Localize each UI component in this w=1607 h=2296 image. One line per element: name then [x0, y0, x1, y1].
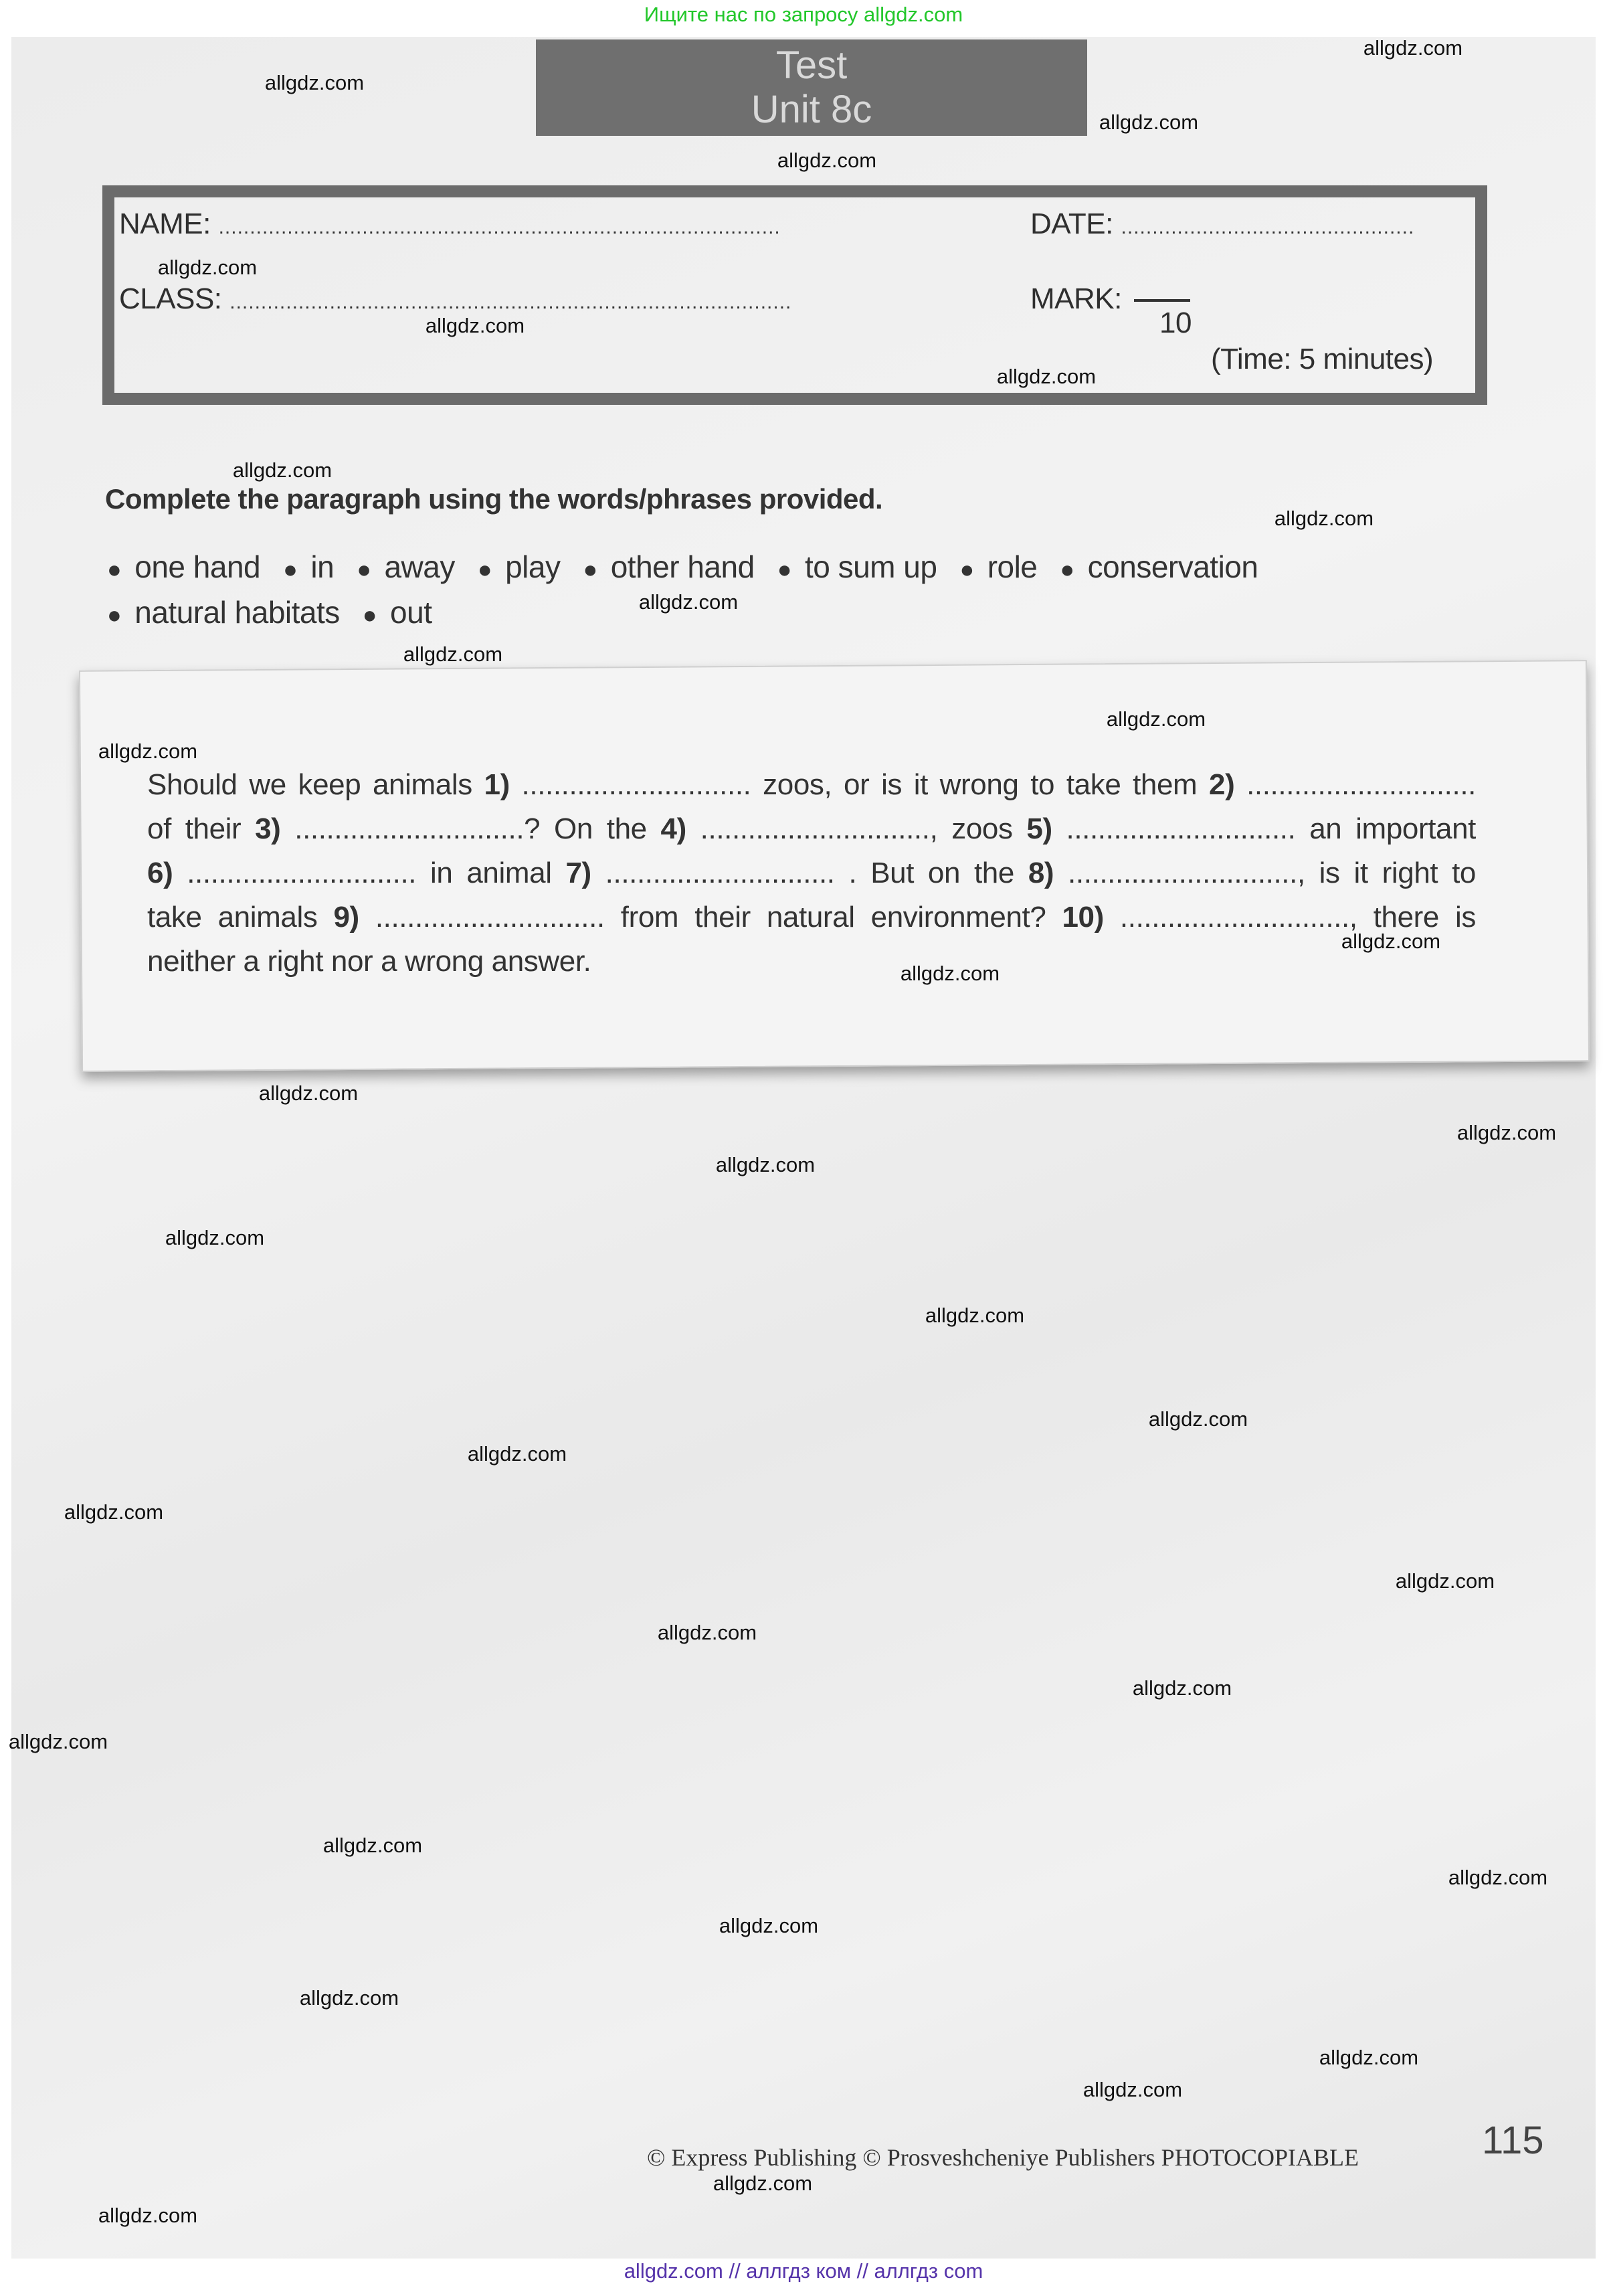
word-bank-item: other hand	[610, 549, 755, 584]
word-bank-item: one hand	[134, 549, 261, 584]
watermark-text: allgdz.com	[713, 2172, 813, 2195]
watermark-text: allgdz.com	[1082, 2078, 1183, 2101]
bullet-icon: ●	[357, 555, 371, 583]
watermark-text: allgdz.com	[98, 2204, 198, 2227]
watermark-text: allgdz.com	[1363, 36, 1463, 60]
watermark-text: allgdz.com	[996, 365, 1097, 388]
watermark-text: allgdz.com	[657, 1621, 757, 1644]
word-bank-row-1	[107, 549, 1281, 585]
watermark-text: allgdz.com	[638, 590, 739, 614]
watermark-text: allgdz.com	[258, 1081, 359, 1105]
watermark-text: allgdz.com	[1274, 507, 1374, 530]
mark-label: MARK:	[1030, 282, 1122, 315]
date-field	[1030, 207, 1414, 241]
paragraph-line	[147, 895, 1476, 940]
name-dots: ..........................................................................................	[218, 216, 781, 238]
watermark-text: allgdz.com	[715, 1153, 816, 1176]
word-bank-item: in	[310, 549, 335, 584]
watermark-text: allgdz.com	[1106, 707, 1206, 731]
copyright-notice: © Express Publishing © Prosveshcheniye Publishers PHOTOCOPIABLE	[647, 2144, 1359, 2171]
watermark-text: allgdz.com	[157, 256, 258, 279]
name-field	[119, 207, 781, 241]
class-field	[119, 282, 791, 316]
watermark-text: allgdz.com	[719, 1914, 819, 1937]
watermark-text: allgdz.com	[1456, 1121, 1557, 1144]
watermark-text: allgdz.com	[1448, 1866, 1548, 1889]
word-bank-item: role	[987, 549, 1038, 584]
word-bank-item: away	[384, 549, 455, 584]
word-bank-item: play	[505, 549, 561, 584]
watermark-text: allgdz.com	[232, 458, 333, 482]
bullet-icon: ●	[283, 555, 298, 583]
word-bank-item: out	[390, 595, 432, 630]
page-number: 115	[1482, 2119, 1544, 2162]
bullet-icon: ●	[583, 555, 597, 583]
gap-number: 2)	[1209, 768, 1235, 801]
gap-number: 8)	[1028, 857, 1054, 889]
top-banner-link[interactable]: Ищите нас по запросу allgdz.com	[644, 3, 963, 26]
bullet-icon: ●	[107, 601, 122, 628]
gap-number: 5)	[1026, 812, 1052, 845]
word-bank-item: natural habitats	[134, 595, 340, 630]
watermark-text: allgdz.com	[165, 1226, 265, 1249]
watermark-text: allgdz.com	[467, 1442, 567, 1466]
bullet-icon: ●	[1060, 555, 1074, 583]
bullet-icon: ●	[362, 601, 377, 628]
paragraph-line	[147, 763, 1476, 807]
title-unit: Unit 8c	[751, 88, 872, 131]
gap-number: 6)	[147, 857, 173, 889]
paragraph-text: take animals	[147, 901, 334, 934]
watermark-text: allgdz.com	[1341, 930, 1441, 953]
watermark-text: allgdz.com	[1132, 1676, 1232, 1700]
bullet-icon: ●	[959, 555, 974, 583]
watermark-text: allgdz.com	[1148, 1407, 1248, 1431]
paragraph-text: Should we keep animals	[147, 768, 484, 801]
paragraph-line	[147, 851, 1476, 895]
paragraph-text: ............................. from their natural environment?	[359, 901, 1062, 934]
gap-number: 4)	[660, 812, 686, 845]
paragraph-line	[147, 807, 1476, 851]
class-label: CLASS:	[119, 282, 222, 315]
gap-number: 3)	[255, 812, 281, 845]
paragraph-text: ............................. an important	[1052, 812, 1476, 845]
mark-line	[1134, 299, 1190, 302]
bullet-icon: ●	[107, 555, 122, 583]
watermark-text: allgdz.com	[900, 962, 1000, 985]
gap-number: 10)	[1062, 901, 1104, 934]
watermark-text: allgdz.com	[925, 1304, 1025, 1327]
gap-number: 1)	[484, 768, 510, 801]
paragraph-text: ............................., zoos	[686, 812, 1027, 845]
class-dots: ..........................................................................................	[229, 291, 792, 313]
bullet-icon: ●	[777, 555, 791, 583]
paragraph-text: ............................., there is	[1103, 901, 1477, 934]
gap-number: 9)	[333, 901, 359, 934]
instruction-heading: Complete the paragraph using the words/phrases provided.	[105, 483, 883, 515]
paragraph-text: .............................? On the	[280, 812, 661, 845]
paragraph-text: neither a right nor a wrong answer.	[147, 945, 591, 978]
gap-number: 7)	[565, 857, 591, 889]
watermark-text: allgdz.com	[777, 149, 877, 172]
paragraph-text: ............................., is it right to	[1054, 857, 1477, 889]
paragraph-line	[147, 940, 1476, 984]
paragraph-text: ............................. in animal	[173, 857, 566, 889]
gap-fill-paragraph	[147, 763, 1476, 984]
date-dots: ...............................................	[1121, 216, 1415, 238]
paragraph-text: ............................. . But on the	[591, 857, 1028, 889]
test-title-box	[536, 39, 1087, 136]
paragraph-text: ............................. zoos, or is it wrong to take them	[509, 768, 1210, 801]
watermark-text: allgdz.com	[64, 1500, 164, 1524]
bottom-footer-link[interactable]: allgdz.com // аллгдз ком // аллгдз com	[624, 2259, 983, 2283]
watermark-text: allgdz.com	[425, 314, 525, 337]
word-bank-item: conservation	[1087, 549, 1258, 584]
time-limit: (Time: 5 minutes)	[1211, 343, 1434, 375]
name-label: NAME:	[119, 207, 211, 240]
title-test: Test	[775, 43, 848, 87]
paragraph-text: of their	[147, 812, 256, 845]
word-bank-item: to sum up	[804, 549, 937, 584]
watermark-text: allgdz.com	[98, 739, 198, 763]
date-label: DATE:	[1030, 207, 1113, 240]
bullet-icon: ●	[477, 555, 492, 583]
watermark-text: allgdz.com	[1099, 110, 1199, 134]
watermark-text: allgdz.com	[1395, 1569, 1495, 1593]
watermark-text: allgdz.com	[322, 1834, 423, 1857]
watermark-text: allgdz.com	[403, 642, 503, 666]
paragraph-text: .............................	[1234, 768, 1476, 801]
watermark-text: allgdz.com	[1319, 2046, 1419, 2069]
mark-total: 10	[1159, 306, 1192, 339]
watermark-text: allgdz.com	[264, 71, 365, 94]
watermark-text: allgdz.com	[299, 1986, 399, 2010]
watermark-text: allgdz.com	[8, 1730, 108, 1753]
word-bank-row-2	[107, 594, 455, 630]
